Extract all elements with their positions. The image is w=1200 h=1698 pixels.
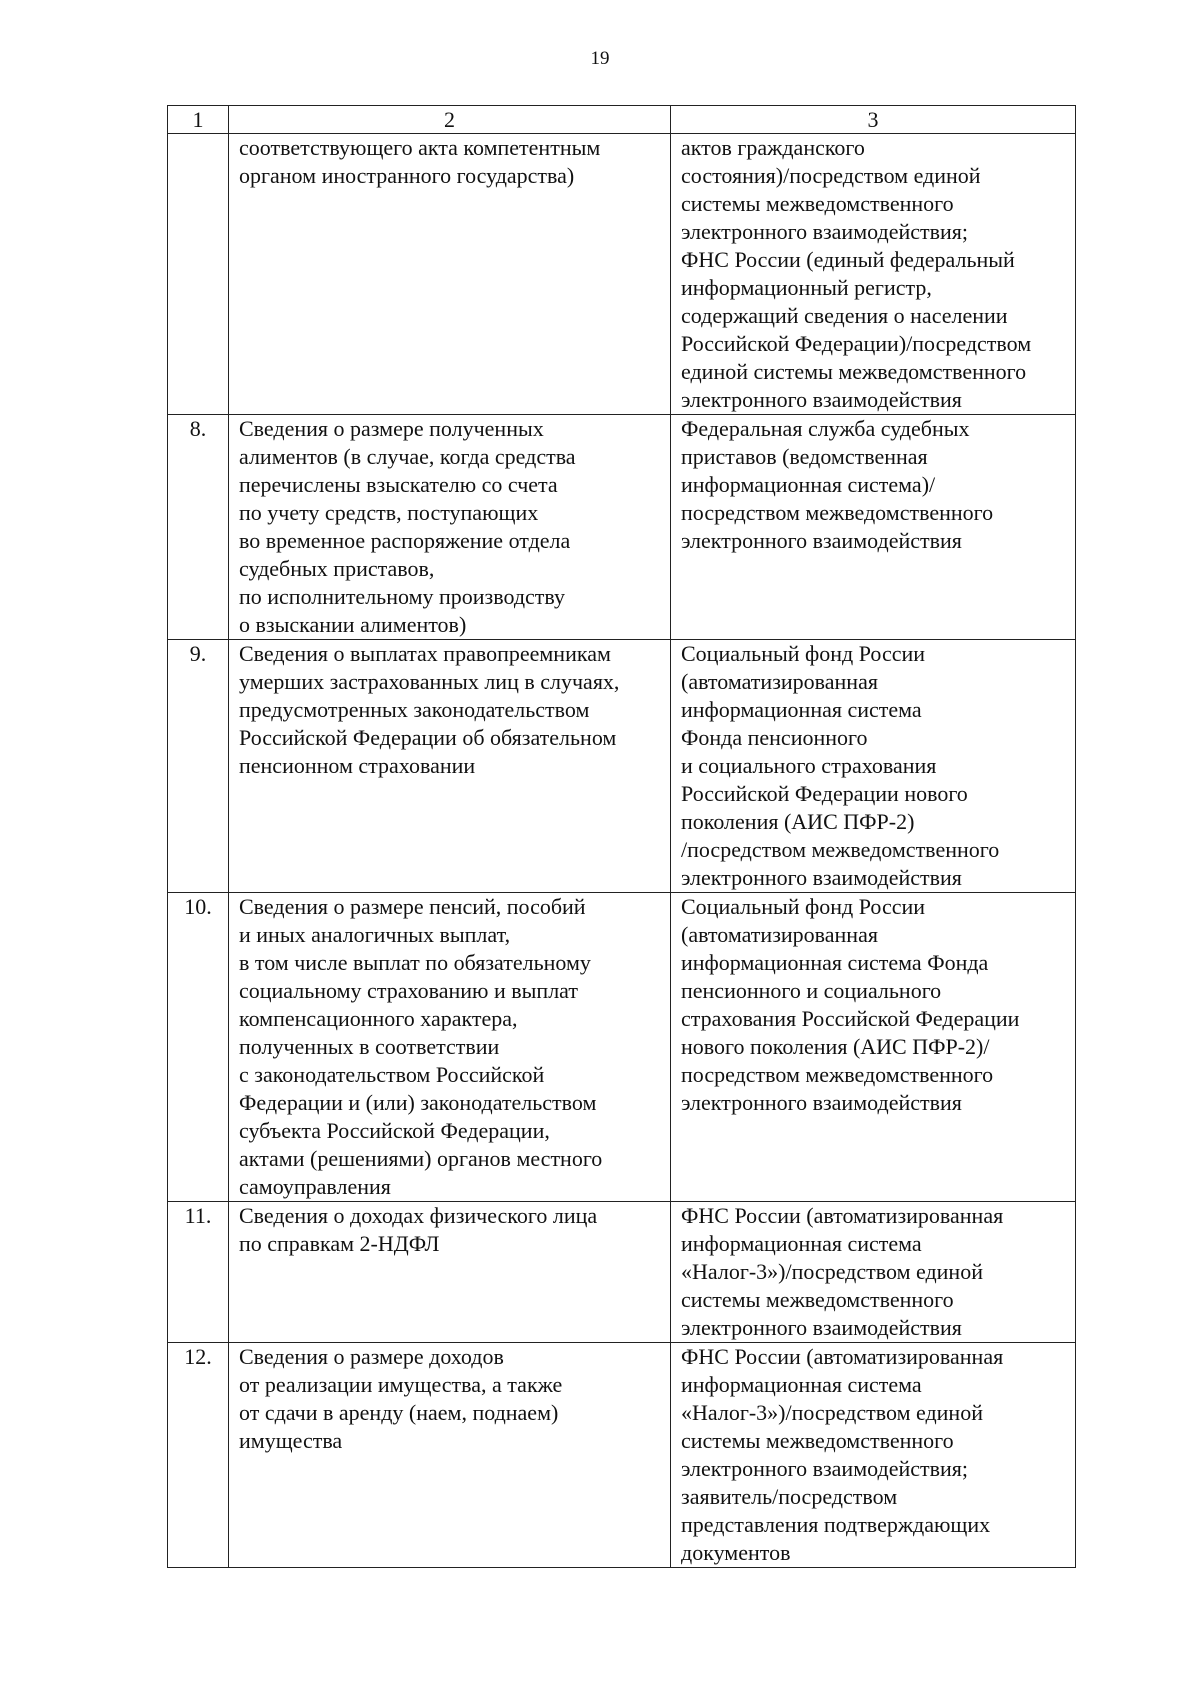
info-cell: [229, 415, 671, 640]
source-line: информационная система Фонда: [681, 950, 989, 975]
source-line: содержащий сведения о населении: [681, 303, 1008, 328]
source-line: «Налог-3»)/посредством единой: [681, 1259, 983, 1284]
info-line: от сдачи в аренду (наем, поднаем): [239, 1400, 559, 1425]
row-number: 11.: [168, 1202, 229, 1343]
table-header: [168, 106, 1076, 134]
info-line: предусмотренных законодательством: [239, 697, 590, 722]
table-row: [168, 415, 1076, 640]
source-line: информационный регистр,: [681, 275, 932, 300]
info-line: самоуправления: [239, 1174, 391, 1199]
source-line: посредством межведомственного: [681, 1062, 994, 1087]
info-line: алиментов (в случае, когда средства: [239, 444, 576, 469]
source-line: информационная система: [681, 1372, 922, 1397]
source-line: электронного взаимодействия: [681, 1090, 962, 1115]
table-row: [168, 134, 1076, 415]
info-cell: [229, 1202, 671, 1343]
source-line: электронного взаимодействия;: [681, 1456, 968, 1481]
source-line: электронного взаимодействия;: [681, 219, 968, 244]
source-line: электронного взаимодействия: [681, 528, 962, 553]
info-line: о взыскании алиментов): [239, 612, 467, 637]
source-line: электронного взаимодействия: [681, 387, 962, 412]
source-line: единой системы межведомственного: [681, 359, 1027, 384]
source-line: актов гражданского: [681, 135, 865, 160]
source-line: Российской Федерации)/посредством: [681, 331, 1032, 356]
info-line: по учету средств, поступающих: [239, 500, 539, 525]
source-line: нового поколения (АИС ПФР-2)/: [681, 1034, 990, 1059]
info-cell: [229, 893, 671, 1202]
row-number: 10.: [168, 893, 229, 1202]
info-line: Сведения о размере доходов: [239, 1344, 504, 1369]
info-line: компенсационного характера,: [239, 1006, 518, 1031]
info-line: социальному страхованию и выплат: [239, 978, 578, 1003]
info-line: имущества: [239, 1428, 343, 1453]
source-line: Федеральная служба судебных: [681, 416, 970, 441]
source-line: ФНС России (автоматизированная: [681, 1344, 1004, 1369]
source-line: информационная система: [681, 697, 922, 722]
source-line: страхования Российской Федерации: [681, 1006, 1020, 1031]
table-row: [168, 640, 1076, 893]
source-line: (автоматизированная: [681, 922, 878, 947]
source-line: ФНС России (автоматизированная: [681, 1203, 1004, 1228]
source-line: электронного взаимодействия: [681, 865, 962, 890]
source-line: информационная система: [681, 1231, 922, 1256]
source-line: Социальный фонд России: [681, 641, 926, 666]
header-col-2: 2: [229, 106, 671, 134]
source-line: посредством межведомственного: [681, 500, 994, 525]
source-line: электронного взаимодействия: [681, 1315, 962, 1340]
source-cell: [671, 1202, 1076, 1343]
info-line: пенсионном страховании: [239, 753, 476, 778]
table-body: [168, 134, 1076, 1568]
row-number: 12.: [168, 1343, 229, 1568]
table-row: [168, 893, 1076, 1202]
source-line: документов: [681, 1540, 791, 1565]
row-number: 9.: [168, 640, 229, 893]
row-number: 8.: [168, 415, 229, 640]
info-cell: [229, 1343, 671, 1568]
info-line: Сведения о размере пенсий, пособий: [239, 894, 586, 919]
source-cell: [671, 1343, 1076, 1568]
info-line: от реализации имущества, а также: [239, 1372, 563, 1397]
page-number: 19: [590, 48, 610, 69]
info-line: Сведения о выплатах правопреемникам: [239, 641, 611, 666]
source-line: представления подтверждающих: [681, 1512, 991, 1537]
info-line: Сведения о размере полученных: [239, 416, 544, 441]
info-line: субъекта Российской Федерации,: [239, 1118, 550, 1143]
info-cell: [229, 134, 671, 415]
info-line: Российской Федерации об обязательном: [239, 725, 617, 750]
source-line: Социальный фонд России: [681, 894, 926, 919]
source-line: ФНС России (единый федеральный: [681, 247, 1015, 272]
source-line: системы межведомственного: [681, 1287, 954, 1312]
header-col-3: 3: [671, 106, 1076, 134]
info-line: судебных приставов,: [239, 556, 435, 581]
info-line: и иных аналогичных выплат,: [239, 922, 511, 947]
info-line: Сведения о доходах физического лица: [239, 1203, 598, 1228]
info-line: соответствующего акта компетентным: [239, 135, 601, 160]
info-line: умерших застрахованных лиц в случаях,: [239, 669, 620, 694]
row-number: [168, 134, 229, 415]
source-line: состояния)/посредством единой: [681, 163, 981, 188]
source-cell: [671, 415, 1076, 640]
source-cell: [671, 134, 1076, 415]
source-line: поколения (АИС ПФР-2): [681, 809, 915, 834]
info-line: актами (решениями) органов местного: [239, 1146, 603, 1171]
info-line: по исполнительному производству: [239, 584, 566, 609]
header-col-1: 1: [168, 106, 229, 134]
source-cell: [671, 640, 1076, 893]
info-line: с законодательством Российской: [239, 1062, 545, 1087]
header-row: [168, 106, 1076, 134]
source-line: системы межведомственного: [681, 191, 954, 216]
table-row: [168, 1343, 1076, 1568]
source-line: пенсионного и социального: [681, 978, 942, 1003]
info-line: по справкам 2-НДФЛ: [239, 1231, 440, 1256]
source-line: «Налог-3»)/посредством единой: [681, 1400, 983, 1425]
source-line: системы межведомственного: [681, 1428, 954, 1453]
source-line: заявитель/посредством: [681, 1484, 898, 1509]
data-sources-table: [167, 105, 1076, 1568]
source-line: Фонда пенсионного: [681, 725, 868, 750]
table-row: [168, 1202, 1076, 1343]
info-line: перечислены взыскателю со счета: [239, 472, 558, 497]
info-line: Федерации и (или) законодательством: [239, 1090, 597, 1115]
source-cell: [671, 893, 1076, 1202]
source-line: Российской Федерации нового: [681, 781, 968, 806]
info-line: полученных в соответствии: [239, 1034, 500, 1059]
source-line: /посредством межведомственного: [681, 837, 1000, 862]
info-line: органом иностранного государства): [239, 163, 575, 188]
source-line: информационная система)/: [681, 472, 936, 497]
info-line: в том числе выплат по обязательному: [239, 950, 591, 975]
info-cell: [229, 640, 671, 893]
info-line: во временное распоряжение отдела: [239, 528, 571, 553]
source-line: приставов (ведомственная: [681, 444, 928, 469]
source-line: (автоматизированная: [681, 669, 878, 694]
source-line: и социального страхования: [681, 753, 937, 778]
